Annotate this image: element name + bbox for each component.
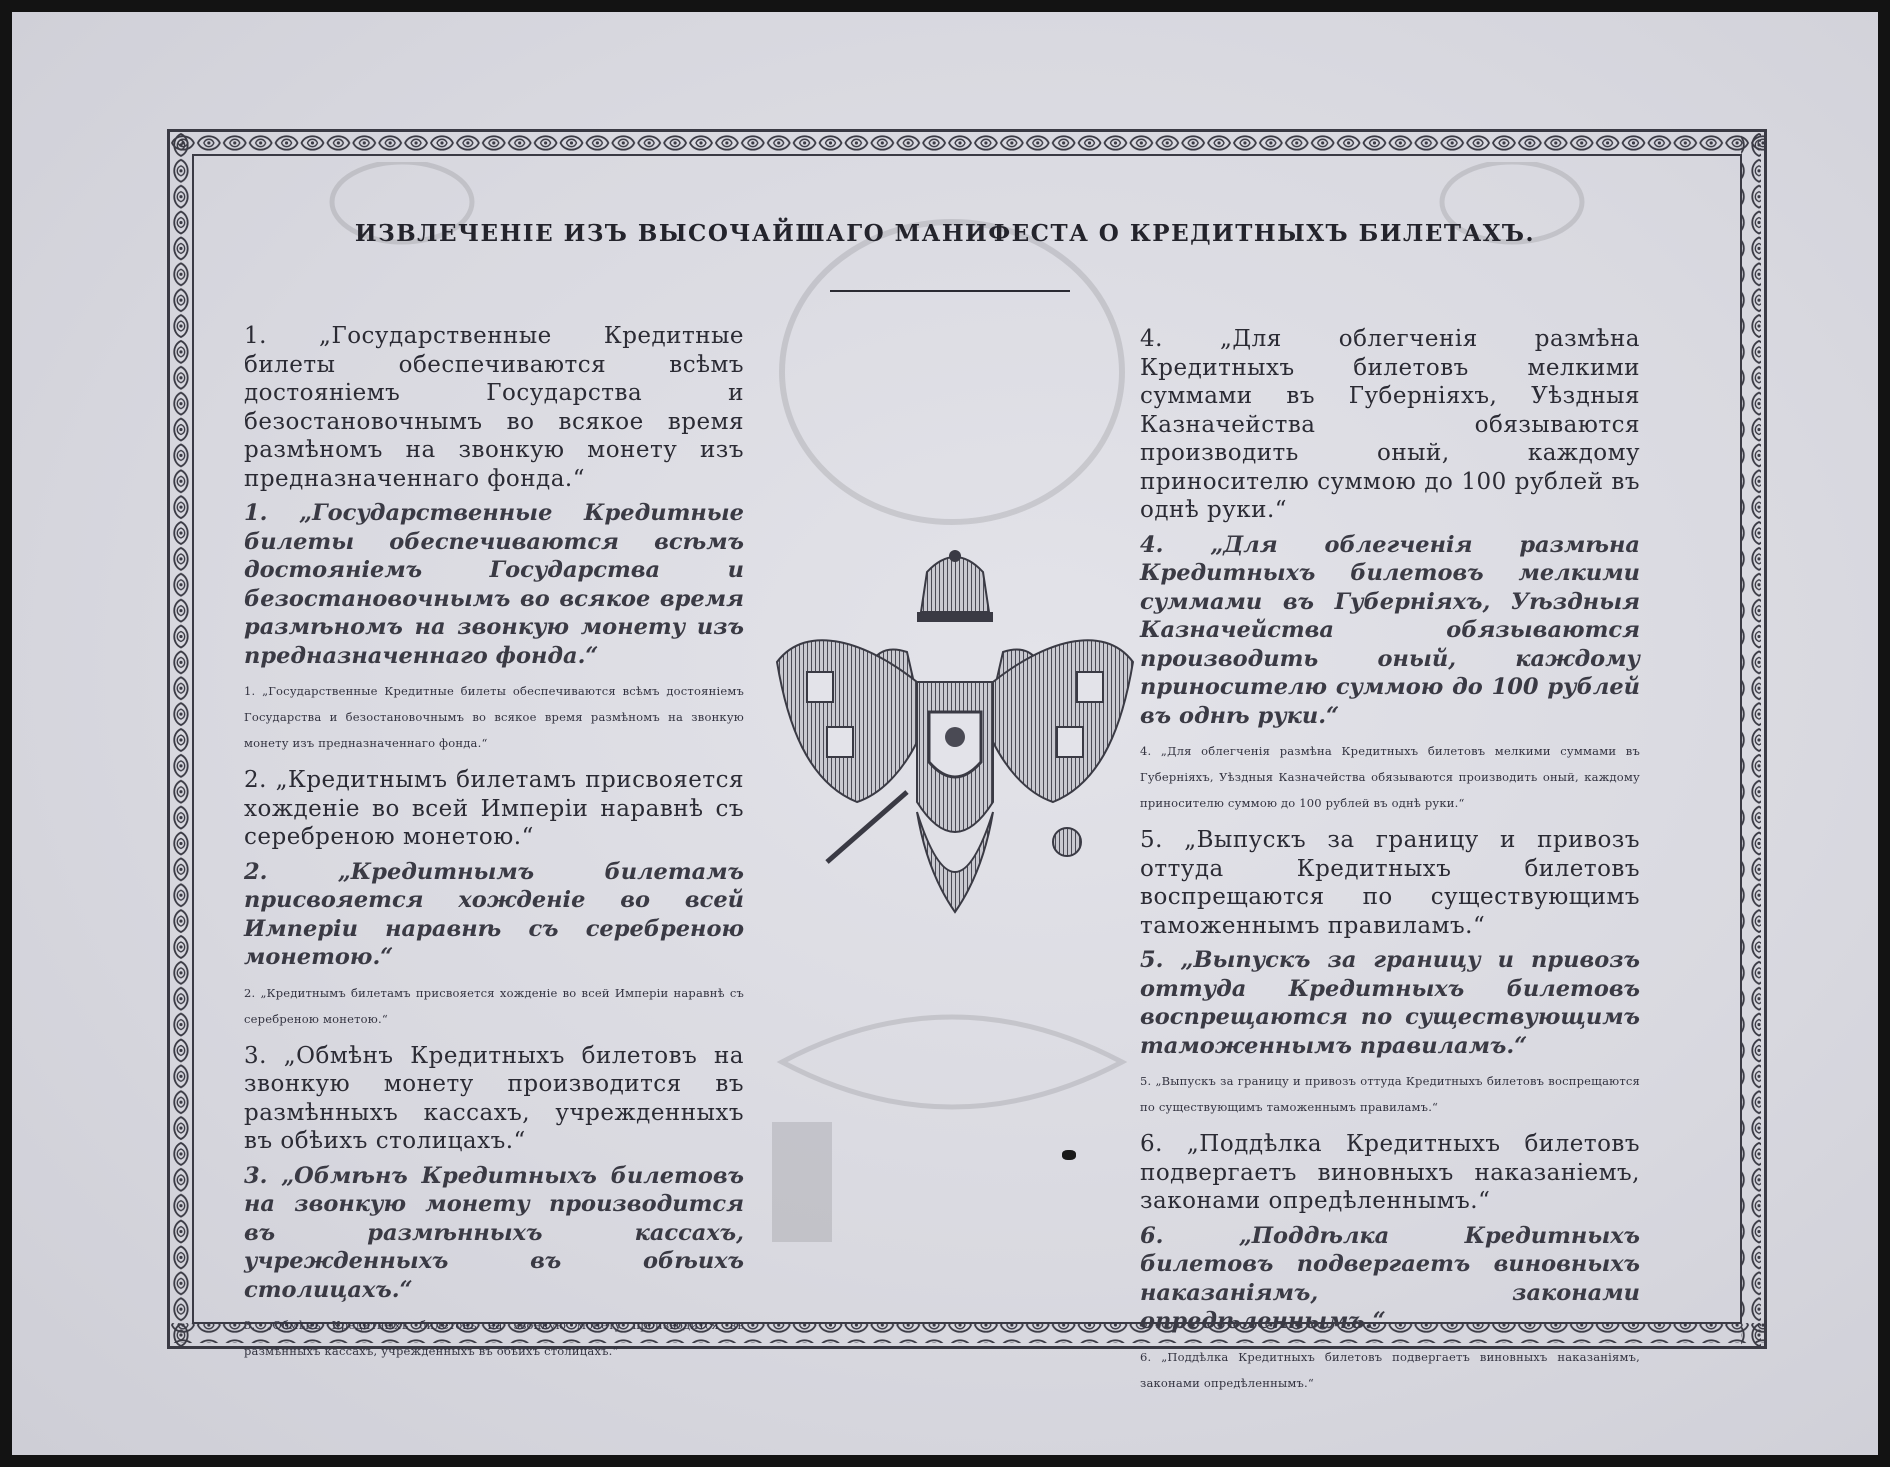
clause-4-small: 4. „Для облегченія размѣна Кредитныхъ билетовъ мелкими суммами въ Губерніяхъ, Уѣздныя Казначейства обязываются производить оный, каждому приносителю суммою до 100 рублей въ однѣ руки.“ bbox=[1140, 744, 1640, 810]
clause-2-italic: 2. „Кредитнымъ билетамъ присвояется хожденіе во всей Имперіи наравнѣ съ серебреною монетою.“ bbox=[244, 858, 744, 970]
clause-6-italic: 6. „Поддѣлка Кредитныхъ билетовъ подвергаетъ виновныхъ наказаніямъ, законами опредѣленнымъ.“ bbox=[1140, 1222, 1640, 1334]
clause-4-regular: 4. „Для облегченія размѣна Кредитныхъ билетовъ мелкими суммами въ Губерніяхъ, Уѣздныя Казначейства обязываются производить оный, каждому приносителю суммою до 100 рублей въ однѣ руки.“ bbox=[1140, 326, 1640, 523]
left-column bbox=[244, 322, 744, 1364]
clause-2-small: 2. „Кредитнымъ билетамъ присвояется хожденіе во всей Имперіи наравнѣ съ серебреною монетою.“ bbox=[244, 985, 744, 1026]
double-headed-eagle-icon bbox=[767, 542, 1143, 942]
clause-5-regular: 5. „Выпускъ за границу и привозъ оттуда Кредитныхъ билетовъ воспрещаются по существующимъ таможеннымъ правиламъ.“ bbox=[1140, 827, 1640, 939]
clause-1-regular: 1. „Государственные Кредитные билеты обеспечиваются всѣмъ достояніемъ Государства и безостановочнымъ во всякое время размѣномъ на звонкую монету изъ предназначеннаго фонда.“ bbox=[244, 323, 744, 492]
document-title: ИЗВЛЕЧЕНІЕ ИЗЪ ВЫСОЧАЙШАГО МАНИФЕСТА О КРЕДИТНЫХЪ БИЛЕТАХЪ. bbox=[354, 220, 1536, 247]
clause-3-regular: 3. „Обмѣнъ Кредитныхъ билетовъ на звонкую монету производится въ размѣнныхъ кассахъ, учрежденныхъ въ обѣихъ столицахъ.“ bbox=[244, 1042, 744, 1154]
right-column bbox=[1140, 325, 1640, 1396]
banknote-reverse bbox=[12, 12, 1878, 1455]
clause-5-italic: 5. „Выпускъ за границу и привозъ оттуда Кредитныхъ билетовъ воспрещаются по существующимъ таможеннымъ правиламъ.“ bbox=[1140, 947, 1640, 1059]
clause-1-italic: 1. „Государственные Кредитные билеты обеспечиваются всѣмъ достояніемъ Государства и безостановочнымъ во всякое время размѣномъ на звонкую монету изъ предназначеннаго фонда.“ bbox=[244, 500, 744, 669]
clause-1-small: 1. „Государственные Кредитные билеты обеспечиваются всѣмъ достояніемъ Государства и безостановочнымъ во всякое время размѣномъ на звонкую монету изъ предназначеннаго фонда.“ bbox=[244, 684, 744, 750]
title-divider bbox=[830, 290, 1070, 292]
clause-6-regular: 6. „Поддѣлка Кредитныхъ билетовъ подвергаетъ виновныхъ наказаніемъ, законами опредѣленнымъ.“ bbox=[1140, 1131, 1640, 1214]
clause-4-italic: 4. „Для облегченія размѣна Кредитныхъ билетовъ мелкими суммами въ Губерніяхъ, Уѣздныя Казначейства обязываются производить оный, каждому приносителю суммою до 100 рублей въ однѣ руки.“ bbox=[1140, 531, 1640, 729]
ink-spot bbox=[1062, 1150, 1076, 1160]
clause-5-small: 5. „Выпускъ за границу и привозъ оттуда Кредитныхъ билетовъ воспрещаются по существующимъ таможеннымъ правиламъ.“ bbox=[1140, 1074, 1640, 1114]
clause-3-italic: 3. „Обмѣнъ Кредитныхъ билетовъ на звонкую монету производится въ размѣнныхъ кассахъ, учрежденныхъ въ обѣихъ столицахъ.“ bbox=[244, 1162, 744, 1303]
clause-6-small: 6. „Поддѣлка Кредитныхъ билетовъ подвергаетъ виновныхъ наказаніямъ, законами опредѣленнымъ.“ bbox=[1140, 1349, 1640, 1390]
clause-3-small: 3. „Обмѣнъ Кредитныхъ билетовъ на звонкую монету производится въ размѣнныхъ кассахъ, учрежденныхъ въ обѣихъ столицахъ.“ bbox=[244, 1318, 744, 1358]
clause-2-regular: 2. „Кредитнымъ билетамъ присвояется хожденіе во всей Имперіи наравнѣ съ серебреною монетою.“ bbox=[244, 767, 744, 850]
